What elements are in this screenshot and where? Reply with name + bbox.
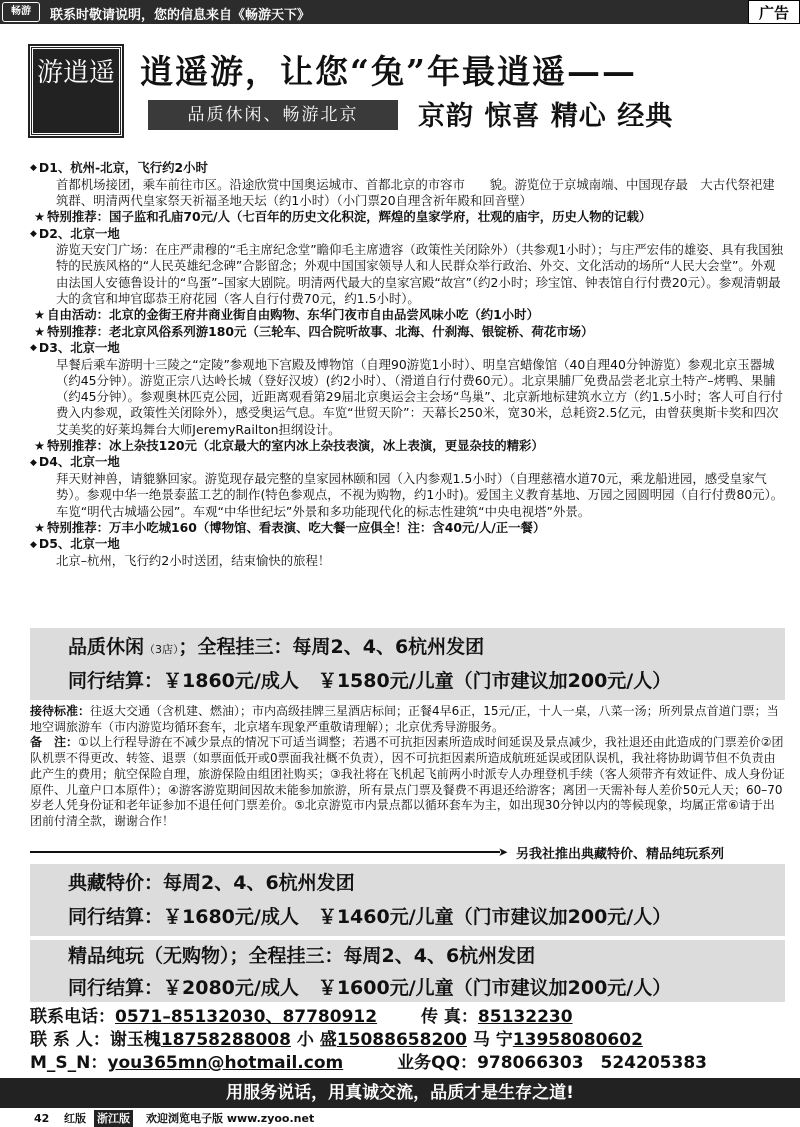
- package-price: 同行结算：￥1860元/成人 ￥1580元/儿童（门市建议加200元/人）: [68, 670, 672, 692]
- series-text: 另我社推出典藏特价、精品纯玩系列: [516, 847, 725, 862]
- package-pure: [30, 940, 785, 1002]
- qq-label: 业务QQ：: [397, 1053, 478, 1073]
- msn-address[interactable]: you365mn@hotmail.com: [107, 1053, 344, 1073]
- day-heading: D4、北京一地: [38, 454, 120, 470]
- day-description: 早餐后乘车游明十三陵之“定陵”参观地下宫殿及博物馆（自理90游览1小时）、明皇宫蜡像馆（40自理40分钟游览）参观北京玉器城（约45分钟）。游览正宗八达岭长城（登好汉坡）(约2小时）、（滑道自行付费60元）。北京果脯厂免费品尝老北京土特产–烤鸭、果脯（约45分钟）。参观奥林匹克公园，近距离观看第29届北京奥运会主会场“鸟巢”、北京新地标建筑水立方（约1.5小时；客人可自行付费入内参观，政策性关闭除外），感受奥运气息。车览“世贸天阶”：天幕长250米，宽30米，总耗资2.5亿元，由曾获奥斯卡奖和四次艾美奖的好莱坞舞台大师JeremyRailton担纲设计。: [56, 356, 783, 437]
- package-collection: [30, 864, 785, 936]
- person-name: 马 宁: [472, 1030, 513, 1050]
- notes-label: 备 注：: [30, 735, 79, 750]
- arrow-icon: ◆: [30, 228, 37, 239]
- page-number: 42: [34, 1112, 50, 1125]
- package-price: 同行结算：￥2080元/成人 ￥1600元/儿童（门市建议加200元/人）: [68, 977, 672, 999]
- day-description: 北京–杭州，飞行约2小时送团，结束愉快的旅程！: [56, 552, 331, 568]
- person-name: 谢玉槐: [109, 1030, 161, 1050]
- star-icon: ★: [34, 323, 46, 339]
- phone-number[interactable]: 0571–85132030、87780912: [115, 1007, 378, 1027]
- province-label: 浙江版: [94, 1110, 133, 1127]
- person-label: 联 系 人：: [30, 1030, 110, 1050]
- day-description: 游览天安门广场：在庄严肃穆的“毛主席纪念堂”瞻仰毛主席遗容（政策性关闭除外）（共参观1小时）；与庄严宏伟的雄姿、具有我国独特的民族风格的“人民英雄纪念碑”合影留念；外观中国国家领导人和人民群众举行政治、外交、文化活动的场所“人民大会堂”。外观由法国人安德鲁设计的“鸟蛋”–国家大剧院。明清两代最大的皇家宫殿“故宫”（约2小时；珍宝馆、钟表馆自行付费20元）。参观清朝最大的贪官和坤官邸恭王府花园（客人自行付费70元，约1.5小时）。: [56, 242, 783, 307]
- highlight: 特别推荐：国子监和孔庙70元/人（七百年的历史文化积淀，辉煌的皇家学府，壮观的庙宇，历史人物的记载）: [47, 209, 652, 225]
- highlight: 自由活动：北京的金街王府井商业街自由购物、东华门夜市自由品尝风味小吃（约1小时）: [47, 307, 539, 323]
- website-link[interactable]: 欢迎浏览电子版 www.zyoo.net: [146, 1112, 315, 1125]
- shop-count: （3店）: [144, 643, 179, 656]
- day-4: [30, 454, 785, 536]
- msn-label: M_S_N：: [30, 1053, 108, 1073]
- star-icon: ★: [34, 519, 46, 535]
- day-5: [30, 536, 785, 569]
- magazine-logo: 畅游: [2, 2, 40, 22]
- subtitle-bar: 品质休闲、畅游北京: [148, 100, 398, 130]
- package-price: 同行结算：￥1680元/成人 ￥1460元/儿童（门市建议加200元/人）: [68, 906, 672, 928]
- terms: [30, 704, 785, 830]
- package-schedule: 典藏特价：每周2、4、6杭州发团: [68, 872, 355, 894]
- subtitle-keywords: 京韵 惊喜 精心 经典: [418, 101, 674, 132]
- person-phone[interactable]: 15088658200: [336, 1030, 467, 1050]
- person-phone[interactable]: 13958080602: [512, 1030, 643, 1050]
- series-note: [30, 843, 785, 861]
- highlight: 特别推荐：老北京风俗系列游180元（三轮车、四合院听故事、北海、什刹海、银锭桥、荷花市场）: [47, 323, 594, 339]
- arrow-icon: ◆: [30, 457, 37, 468]
- person-phone[interactable]: 18758288008: [160, 1030, 291, 1050]
- qq-numbers: 978066303 524205383: [477, 1053, 707, 1073]
- day-heading: D3、北京一地: [38, 339, 120, 355]
- edition-label: 红版: [64, 1112, 86, 1125]
- standard-text: 往返大交通（含机建、燃油）；市内高级挂牌三星酒店标间；正餐4早6正，15元/正，十人一桌，八菜一汤；所列景点首道门票；当地空调旅游车（市内游览均循环套车，北京堵车现象严重敬请理解）；北京优秀导游服务。: [30, 704, 779, 734]
- star-icon: ★: [34, 307, 46, 323]
- package-schedule: 精品纯玩（无购物）；全程挂三：每周2、4、6杭州发团: [68, 945, 536, 967]
- headline-slogan: 逍遥游，让您“兔”年最逍遥——: [140, 52, 637, 91]
- phone-label: 联系电话：: [30, 1007, 115, 1027]
- highlight: 特别推荐：冰上杂技120元（北京最大的室内冰上杂技表演，冰上表演，更显杂技的精彩）: [47, 438, 544, 454]
- package-name: 品质休闲: [68, 636, 145, 658]
- package-schedule: ；全程挂三：每周2、4、6杭州发团: [178, 636, 485, 658]
- day-1: [30, 160, 785, 226]
- star-icon: ★: [34, 438, 46, 454]
- fax-number[interactable]: 85132230: [477, 1007, 573, 1027]
- ad-label: 广告: [748, 0, 800, 24]
- arrow-icon: ◆: [30, 539, 37, 550]
- day-description: 拜天财神兽，请貔貅回家。游览现存最完整的皇家园林颐和园（入内参观1.5小时）（自理慈禧水道70元，乘龙船进园，感受皇家气势）。参观中华一绝景泰蓝工艺的制作(特色参观点，不视为购物，约1小时)。爱国主义教育基地、万园之园圆明园（自行付费80元）。车览“明代古城墙公园”。车观“中华世纪坛”外景和多功能现代化的标志性建筑“中央电视塔”外景。: [56, 471, 784, 519]
- fax-label: 传 真：: [421, 1007, 478, 1027]
- footer: [0, 1110, 800, 1127]
- day-heading: D5、北京一地: [38, 536, 120, 552]
- calligraphy-seal: 游逍遥: [30, 46, 122, 136]
- arrow-icon: ◆: [30, 343, 37, 354]
- itinerary: [30, 160, 785, 569]
- package-quality: [30, 628, 785, 700]
- top-bar: [0, 0, 800, 24]
- contact-info: [30, 1006, 785, 1075]
- bottom-slogan: 用服务说话，用真诚交流，品质才是生存之道!: [0, 1078, 800, 1108]
- highlight: 特别推荐：万丰小吃城160（博物馆、看表演、吃大餐一应俱全！注：含40元/人/正一餐）: [47, 519, 546, 535]
- standard-label: 接待标准：: [30, 704, 91, 718]
- day-heading: D2、北京一地: [38, 225, 120, 241]
- day-description: 首都机场接团，乘车前往市区。沿途欣赏中国奥运城市、首都北京的市容市 貌。游览位于京城南端、中国现存最 大古代祭祀建筑群、明清两代皇家祭天祈福圣地天坛（约1小时）（小门票20自理含祈年殿和回音壁）: [56, 176, 775, 208]
- divider: [30, 851, 500, 853]
- contact-notice: 联系时敬请说明，您的信息来自《畅游天下》: [50, 8, 311, 23]
- day-2: [30, 226, 785, 340]
- day-heading: D1、杭州-北京，飞行约2小时: [38, 160, 208, 175]
- notes-text: ①以上行程导游在不减少景点的情况下可适当调整；若遇不可抗拒因素所造成时间延误及景点减少，我社退还由此造成的门票差价②团队机票不得更改、转签、退票（如票面低开或0票面我社概不负责），因不可抗拒因素所造成航班延误或团队误机，我社将协助调节但不负责由此产生的费用；航空保险自理，旅游保险由组团社购买；③我社将在飞机起飞前两小时派专人办理登机手续（客人须带齐有效证件、成人身份证原件、儿童户口本原件）；④游客游览期间因故未能参加旅游，所有景点门票及餐费不再退还给游客；离团一天需补每人差价50元人天；60–70岁老人凭身份证和老年证参加不退任何门票差价。⑤北京游览市内景点都以循环套车为主，如出现30分钟以内的等候现象，均属正常⑥请于出团前付清全款，谢谢合作！: [30, 735, 785, 828]
- arrow-right-icon: ➤: [498, 845, 509, 859]
- person-name: 小 盛: [296, 1030, 337, 1050]
- day-3: [30, 340, 785, 454]
- star-icon: ★: [34, 209, 46, 225]
- arrow-icon: ◆: [30, 163, 37, 174]
